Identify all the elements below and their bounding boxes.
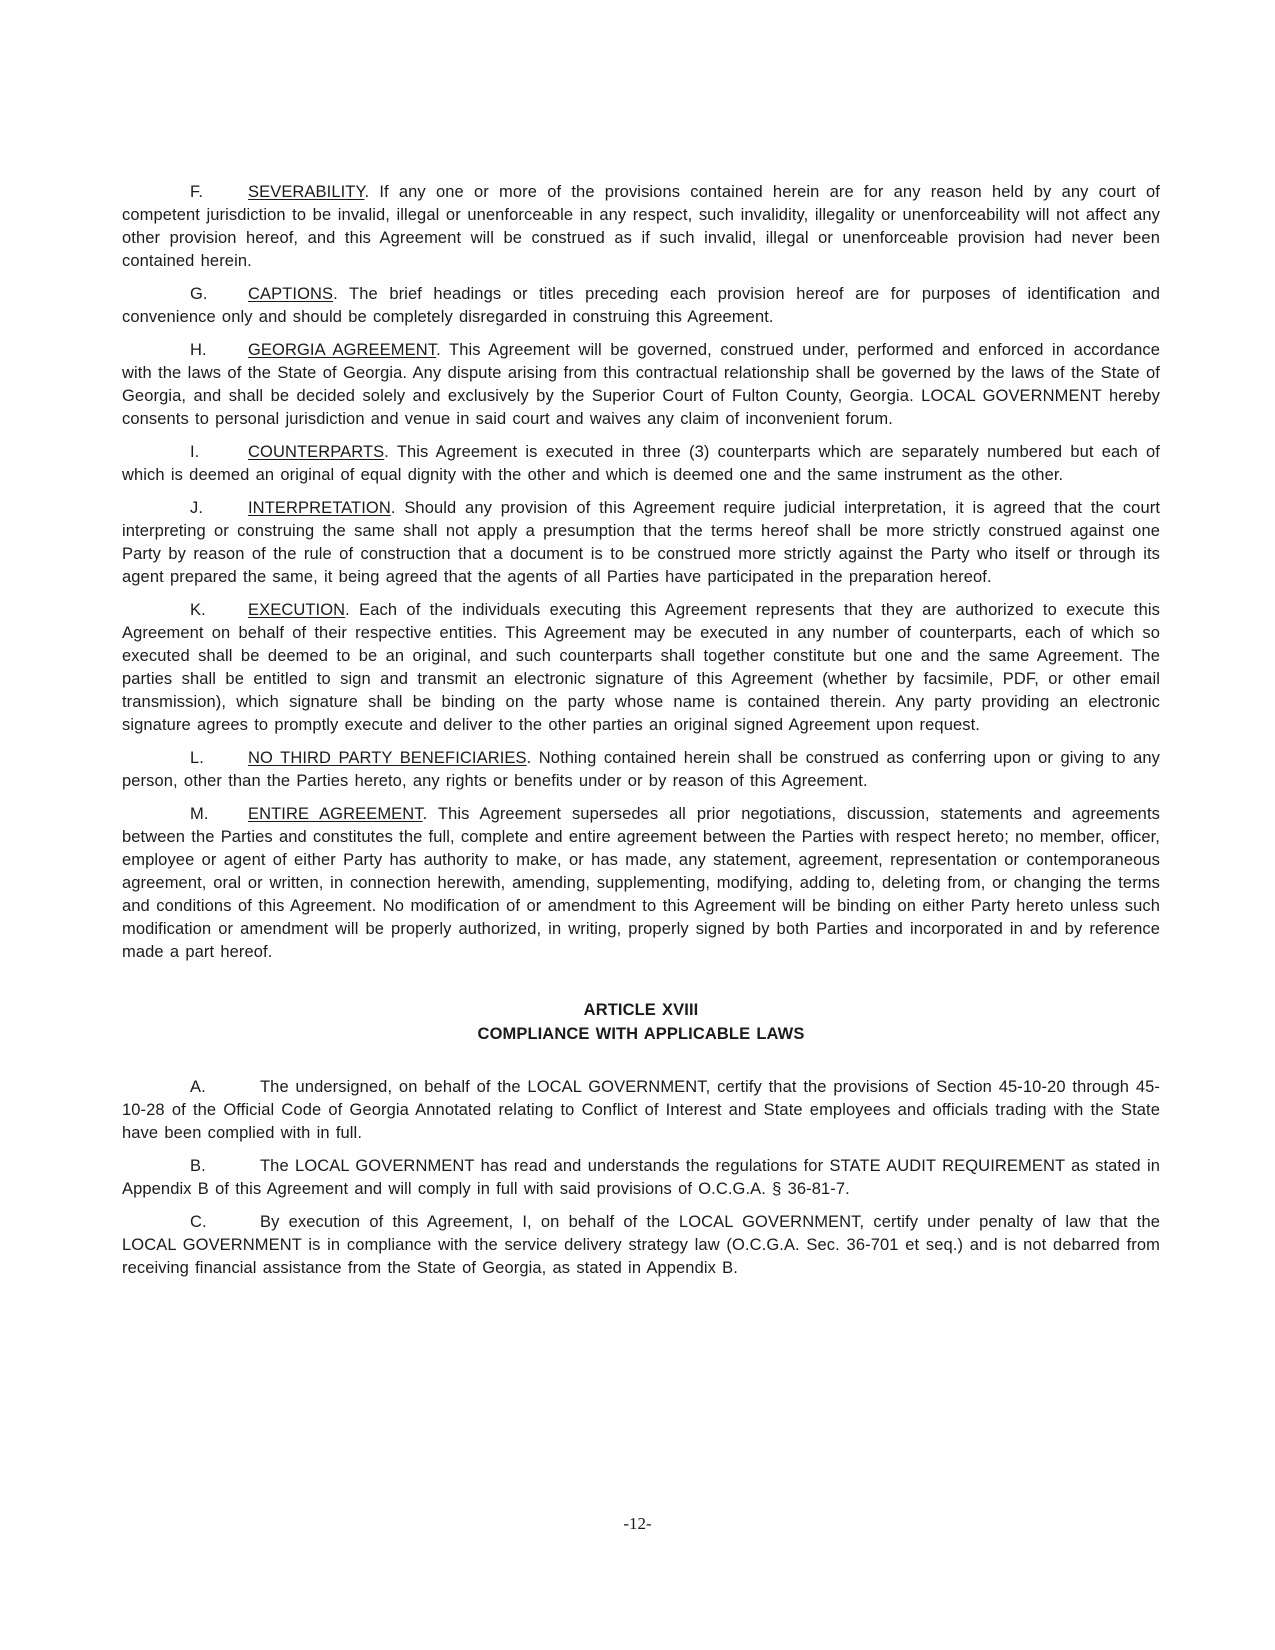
section-g-body: . The brief headings or titles preceding each provision hereof are for purposes of identification and convenience only and should be completely disregarded in construing this Agreement.	[122, 285, 1160, 326]
section-k-letter: K.	[190, 601, 206, 619]
article-title: ARTICLE XVIII	[583, 1001, 699, 1019]
section-l-paragraph	[122, 747, 1160, 793]
section-h-heading: GEORGIA AGREEMENT	[248, 341, 437, 359]
section-j-body: . Should any provision of this Agreement require judicial interpretation, it is agreed that the court interpreting or construing the same shall not apply a presumption that the terms hereof shall be more strictly construed against one Party by reason of the rule of construction that a document is to be construed more strictly against the Party who itself or through its agent prepared the same, it being agreed that the agents of all Parties have participated in the preparation hereof.	[122, 499, 1160, 586]
section-j-letter: J.	[190, 499, 204, 517]
compliance-c-body: By execution of this Agreement, I, on behalf of the LOCAL GOVERNMENT, certify under penalty of law that the LOCAL GOVERNMENT is in compliance with the service delivery strategy law (O.C.G.A. Sec. 36-701 et seq.) and is not debarred from receiving financial assistance from the State of Georgia, as stated in Appendix B.	[122, 1213, 1160, 1277]
compliance-c-letter: C.	[190, 1213, 207, 1231]
section-j-heading: INTERPRETATION	[248, 499, 391, 517]
page-number: -12-	[623, 1514, 652, 1533]
section-i-paragraph	[122, 441, 1160, 487]
compliance-b-letter: B.	[190, 1157, 206, 1175]
compliance-a-paragraph	[122, 1076, 1160, 1145]
article-subtitle: COMPLIANCE WITH APPLICABLE LAWS	[477, 1025, 805, 1043]
compliance-b-paragraph	[122, 1155, 1160, 1201]
compliance-c-paragraph	[122, 1211, 1160, 1280]
document-content	[122, 181, 1160, 1290]
section-l-heading: NO THIRD PARTY BENEFICIARIES	[248, 749, 527, 767]
section-k-body: . Each of the individuals executing this Agreement represents that they are authorized to execute this Agreement on behalf of their respective entities. This Agreement may be executed in any number of counterparts, each of which so executed shall be deemed to be an original, and such counterparts shall together constitute but one and the same Agreement. The parties shall be entitled to sign and transmit an electronic signature of this Agreement (whether by facsimile, PDF, or other email transmission), which signature shall be binding on the party whose name is contained therein. Any party providing an electronic signature agrees to promptly execute and deliver to the other parties an original signed Agreement upon request.	[122, 601, 1160, 734]
section-k-heading: EXECUTION	[248, 601, 346, 619]
compliance-a-body: The undersigned, on behalf of the LOCAL GOVERNMENT, certify that the provisions of Section 45-10-20 through 45-10-28 of the Official Code of Georgia Annotated relating to Conflict of Interest and State employees and officials trading with the State have been complied with in full.	[122, 1078, 1160, 1142]
section-h-paragraph	[122, 339, 1160, 431]
section-m-heading: ENTIRE AGREEMENT	[248, 805, 423, 823]
section-f-letter: F.	[190, 183, 204, 201]
section-m-body: . This Agreement supersedes all prior negotiations, discussion, statements and agreements between the Parties and constitutes the full, complete and entire agreement between the Parties with respect hereto; no member, officer, employee or agent of either Party has authority to make, or has made, any statement, agreement, representation or contemporaneous agreement, oral or written, in connection herewith, amending, supplementing, modifying, adding to, deleting from, or changing the terms and conditions of this Agreement. No modification of or amendment to this Agreement will be binding on either Party hereto unless such modification or amendment will be properly authorized, in writing, properly signed by both Parties and incorporated in and by reference made a part hereof.	[122, 805, 1160, 961]
section-j-paragraph	[122, 497, 1160, 589]
section-i-letter: I.	[190, 443, 200, 461]
section-f-body: . If any one or more of the provisions contained herein are for any reason held by any court of competent jurisdiction to be invalid, illegal or unenforceable in any respect, such invalidity, illegality or unenforceability will not affect any other provision hereof, and this Agreement will be construed as if such invalid, illegal or unenforceable provision had never been contained herein.	[122, 183, 1160, 270]
section-f-paragraph	[122, 181, 1160, 273]
section-h-letter: H.	[190, 341, 207, 359]
section-l-letter: L.	[190, 749, 204, 767]
section-l-body: . Nothing contained herein shall be construed as conferring upon or giving to any person, other than the Parties hereto, any rights or benefits under or by reason of this Agreement.	[122, 749, 1160, 790]
section-i-heading: COUNTERPARTS	[248, 443, 385, 461]
section-g-letter: G.	[190, 285, 208, 303]
compliance-a-letter: A.	[190, 1078, 206, 1096]
section-g-paragraph	[122, 283, 1160, 329]
section-m-letter: M.	[190, 805, 209, 823]
section-i-body: . This Agreement is executed in three (3) counterparts which are separately numbered but each of which is deemed an original of equal dignity with the other and which is deemed one and the same instrument as the other.	[122, 443, 1160, 484]
section-k-paragraph	[122, 599, 1160, 737]
section-g-heading: CAPTIONS	[248, 285, 334, 303]
compliance-b-body: The LOCAL GOVERNMENT has read and understands the regulations for STATE AUDIT REQUIREMENT as stated in Appendix B of this Agreement and will comply in full with said provisions of O.C.G.A. § 36-81-7.	[122, 1157, 1160, 1198]
section-h-body: . This Agreement will be governed, construed under, performed and enforced in accordance with the laws of the State of Georgia. Any dispute arising from this contractual relationship shall be governed by the laws of the State of Georgia, and shall be decided solely and exclusively by the Superior Court of Fulton County, Georgia. LOCAL GOVERNMENT hereby consents to personal jurisdiction and venue in said court and waives any claim of inconvenient forum.	[122, 341, 1160, 428]
section-m-paragraph	[122, 803, 1160, 964]
section-f-heading: SEVERABILITY	[248, 183, 365, 201]
